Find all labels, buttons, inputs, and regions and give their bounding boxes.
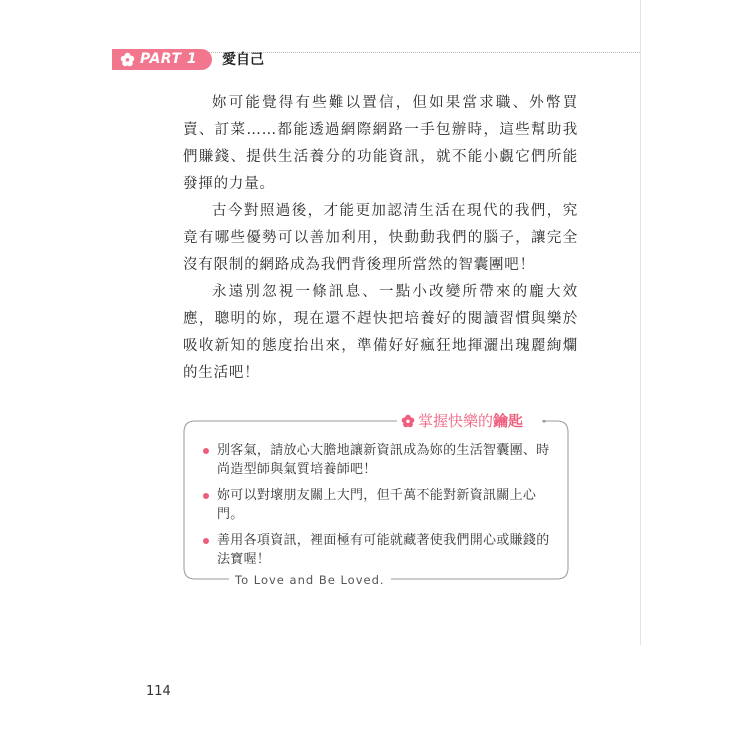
part-title: 愛自己 bbox=[222, 52, 264, 68]
page-number: 114 bbox=[146, 684, 171, 699]
part-label: PART 1 bbox=[140, 51, 198, 67]
right-page-rule bbox=[640, 0, 641, 645]
paragraph-3: 永遠別忽視一條訊息、一點小改變所帶來的龐大效應，聰明的妳，現在還不趕快把培養好的閱讀習慣與樂於吸收新知的態度抬出來，準備好好瘋狂地揮灑出瑰麗絢爛的生活吧！ bbox=[183, 284, 578, 381]
list-item bbox=[203, 487, 553, 524]
key-box bbox=[183, 412, 569, 587]
list-item-text: 別客氣，請放心大膽地讓新資訊成為妳的生活智囊團、時尚造型師與氣質培養師吧！ bbox=[217, 443, 550, 477]
list-item bbox=[203, 532, 553, 569]
bullet-icon bbox=[203, 538, 209, 544]
bullet-icon bbox=[203, 448, 209, 454]
key-list bbox=[203, 442, 553, 577]
part-tab bbox=[112, 49, 212, 70]
key-title-strong: 鑰匙 bbox=[493, 412, 524, 430]
key-box-footer: To Love and Be Loved. bbox=[229, 570, 391, 590]
list-item bbox=[203, 442, 553, 479]
paragraph-1: 妳可能覺得有些難以置信，但如果當求職、外幣買賣、訂菜……都能透過網際網路一手包辦時，這些幫助我們賺錢、提供生活養分的功能資訊，就不能小覷它們所能發揮的力量。 bbox=[183, 95, 578, 192]
key-box-title bbox=[397, 410, 527, 432]
body-text bbox=[183, 90, 578, 387]
flower-icon bbox=[120, 52, 135, 67]
key-title-prefix: 掌握快樂的 bbox=[418, 412, 494, 430]
bullet-icon bbox=[203, 493, 209, 499]
list-item-text: 善用各項資訊，裡面極有可能就藏著使我們開心或賺錢的法寶喔！ bbox=[217, 533, 550, 567]
flower-icon bbox=[401, 414, 415, 428]
paragraph-2: 古今對照過後，才能更加認清生活在現代的我們，究竟有哪些優勢可以善加利用，快動動我們的腦子，讓完全沒有限制的網路成為我們背後理所當然的智囊團吧！ bbox=[183, 203, 578, 273]
list-item-text: 妳可以對壞朋友關上大門，但千萬不能對新資訊關上心門。 bbox=[217, 488, 537, 522]
